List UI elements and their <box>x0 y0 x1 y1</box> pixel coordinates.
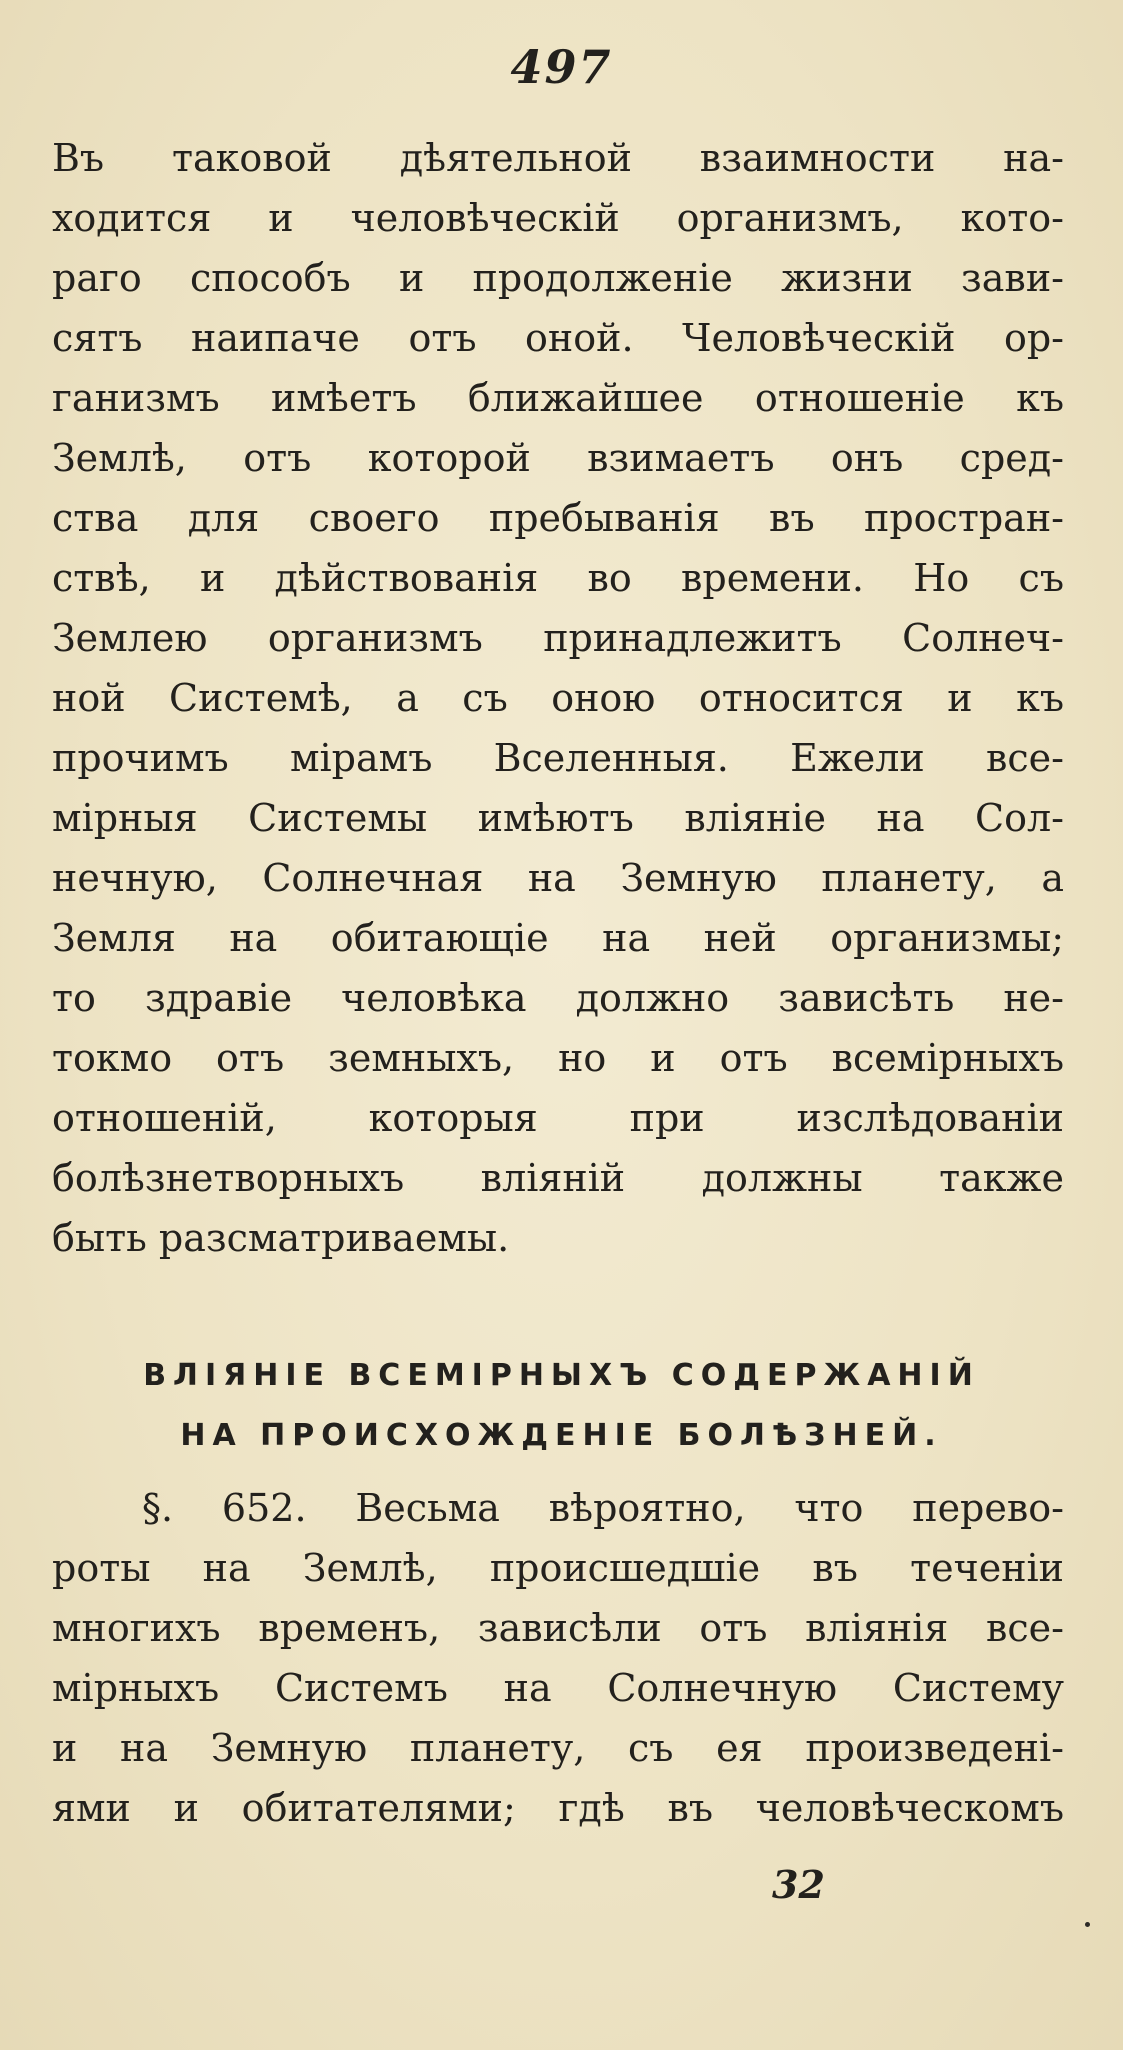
text-line: роты на Землѣ, происшедшіе въ теченіи <box>52 1546 1064 1590</box>
text-line: сятъ наипаче отъ оной. Человѣческій ор- <box>52 316 1064 360</box>
section-heading-line-1: ВЛІЯНІЕ ВСЕМІРНЫХЪ СОДЕРЖАНІЙ <box>143 1358 980 1393</box>
paragraph-2 <box>52 1478 1064 1838</box>
text-line: Земля на обитающіе на ней организмы; <box>52 916 1064 960</box>
text-line: Землею организмъ принадлежитъ Солнеч- <box>52 616 1064 660</box>
text-line: Въ таковой дѣятельной взаимности на- <box>52 136 1064 180</box>
text-line: болѣзнетворныхъ вліяній должны также <box>52 1156 1064 1200</box>
text-line: ями и обитателями; гдѣ въ человѣческомъ <box>52 1786 1064 1830</box>
text-line: Землѣ, отъ которой взимаетъ онъ сред- <box>52 436 1064 480</box>
text-line: ганизмъ имѣетъ ближайшее отношеніе къ <box>52 376 1064 420</box>
text-line: ства для своего пребыванія въ простран- <box>52 496 1064 540</box>
page-number: 497 <box>510 40 613 94</box>
text-line: быть разсматриваемы. <box>52 1216 510 1260</box>
text-line: прочимъ мірамъ Вселенныя. Ежели все- <box>52 736 1064 780</box>
text-line: отношеній, которыя при изслѣдованіи <box>52 1096 1064 1140</box>
text-line: нечную, Солнечная на Земную планету, а <box>52 856 1064 900</box>
text-line: мірныя Системы имѣютъ вліяніе на Сол- <box>52 796 1064 840</box>
text-line: мірныхъ Системъ на Солнечную Систему <box>52 1666 1064 1710</box>
text-line: ствѣ, и дѣйствованія во времени. Но съ <box>52 556 1064 600</box>
text-line: многихъ временъ, зависѣли отъ вліянія все- <box>52 1606 1064 1650</box>
text-line: ходится и человѣческій организмъ, кото- <box>52 196 1064 240</box>
text-line: и на Земную планету, съ ея произведені- <box>52 1726 1064 1770</box>
text-line: §. 652. Весьма вѣроятно, что перево- <box>142 1486 1064 1530</box>
text-line: то здравіе человѣка должно зависѣть не- <box>52 976 1064 1020</box>
text-line: раго способъ и продолженіе жизни зави- <box>52 256 1064 300</box>
text-line: токмо отъ земныхъ, но и отъ всемірныхъ <box>52 1036 1064 1080</box>
signature-mark: 32 <box>772 1862 825 1907</box>
ink-speck <box>1085 1922 1090 1927</box>
text-line: ной Системѣ, а съ оною относится и къ <box>52 676 1064 720</box>
paragraph-1 <box>52 128 1064 1268</box>
section-heading-line-2: НА ПРОИСХОЖДЕНІЕ БОЛѢЗНЕЙ. <box>180 1418 943 1453</box>
